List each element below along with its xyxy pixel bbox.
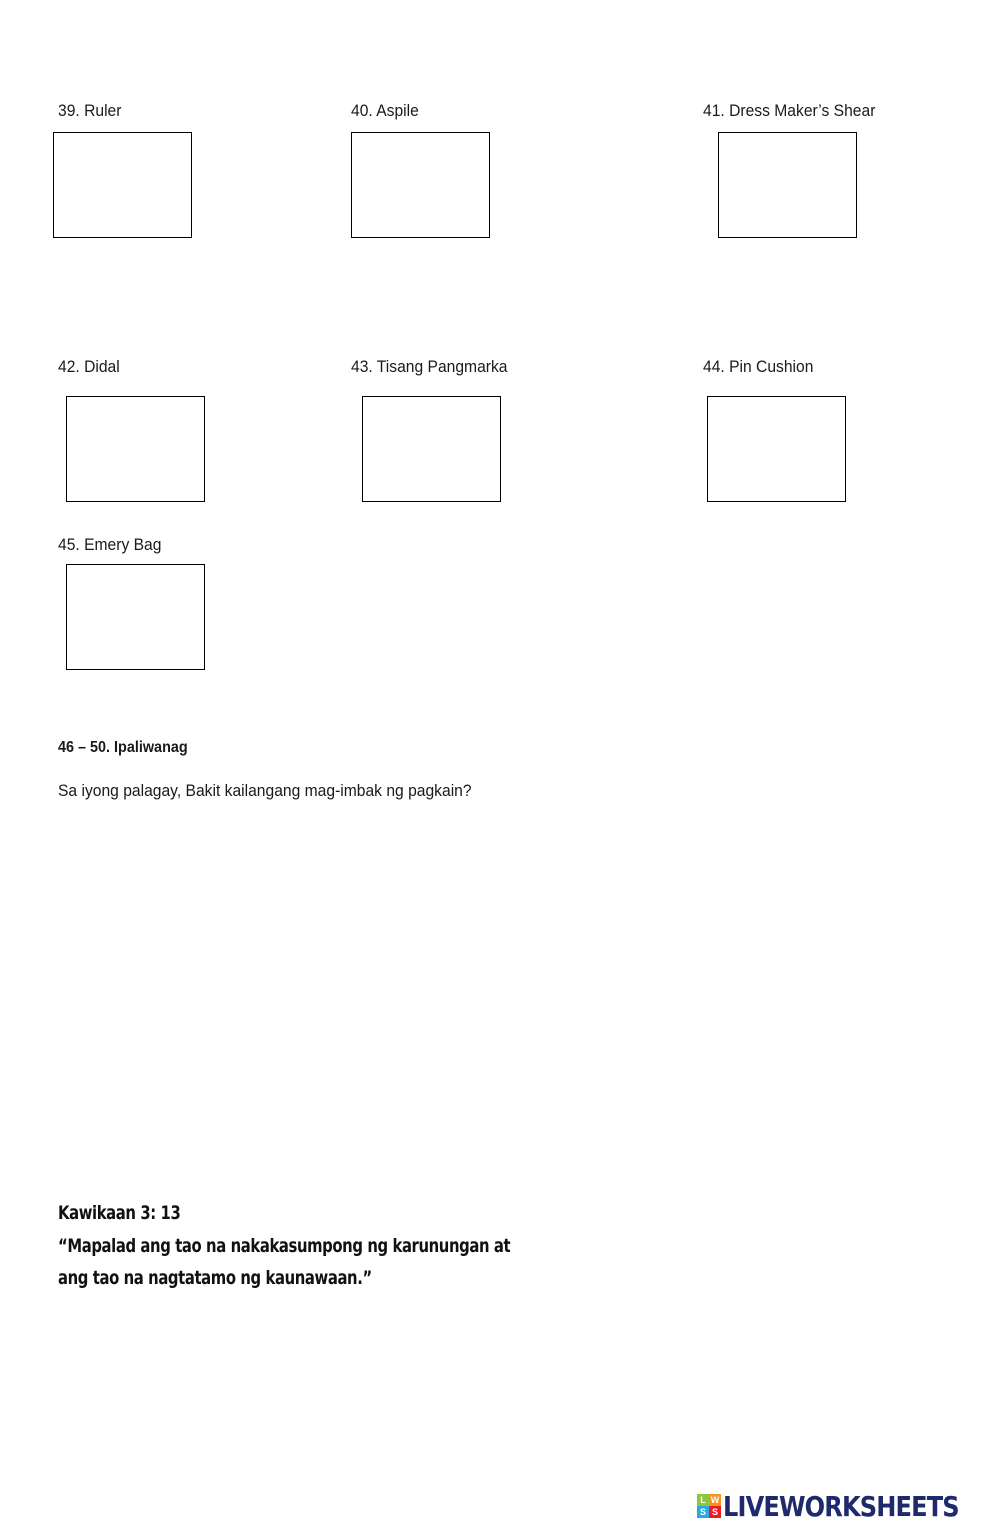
essay-question: Sa iyong palagay, Bakit kailangang mag-imbak ng pagkain? bbox=[58, 781, 472, 800]
logo-cell: W bbox=[710, 1495, 720, 1505]
verse-line-2: ang tao na nagtatamo ng kaunawaan.” bbox=[58, 1267, 372, 1289]
essay-answer-area[interactable] bbox=[58, 820, 938, 1180]
item-label-aspile: 40. Aspile bbox=[351, 101, 419, 120]
answer-box-ruler[interactable] bbox=[53, 132, 192, 238]
liveworksheets-logo-icon bbox=[697, 1494, 721, 1518]
answer-box-dress-makers-shear[interactable] bbox=[718, 132, 857, 238]
answer-box-emery-bag[interactable] bbox=[66, 564, 205, 670]
item-label-emery-bag: 45. Emery Bag bbox=[58, 535, 162, 554]
verse-reference: Kawikaan 3: 13 bbox=[58, 1202, 181, 1224]
item-label-tisang-pangmarka: 43. Tisang Pangmarka bbox=[351, 357, 508, 376]
logo-cell: S bbox=[709, 1506, 721, 1518]
answer-box-aspile[interactable] bbox=[351, 132, 490, 238]
answer-box-pin-cushion[interactable] bbox=[707, 396, 846, 502]
item-label-dress-makers-shear: 41. Dress Maker’s Shear bbox=[703, 101, 876, 120]
item-label-didal: 42. Didal bbox=[58, 357, 120, 376]
verse-line-1: “Mapalad ang tao na nakakasumpong ng karunungan at bbox=[58, 1235, 511, 1257]
answer-box-didal[interactable] bbox=[66, 396, 205, 502]
brand-name: LIVEWORKSHEETS bbox=[723, 1489, 959, 1523]
liveworksheets-brand bbox=[697, 1490, 997, 1522]
answer-box-tisang-pangmarka[interactable] bbox=[362, 396, 501, 502]
logo-cell: S bbox=[697, 1506, 709, 1518]
item-label-ruler: 39. Ruler bbox=[58, 101, 122, 120]
item-label-pin-cushion: 44. Pin Cushion bbox=[703, 357, 814, 376]
logo-cell: L bbox=[697, 1494, 709, 1506]
essay-heading: 46 – 50. Ipaliwanag bbox=[58, 739, 188, 756]
